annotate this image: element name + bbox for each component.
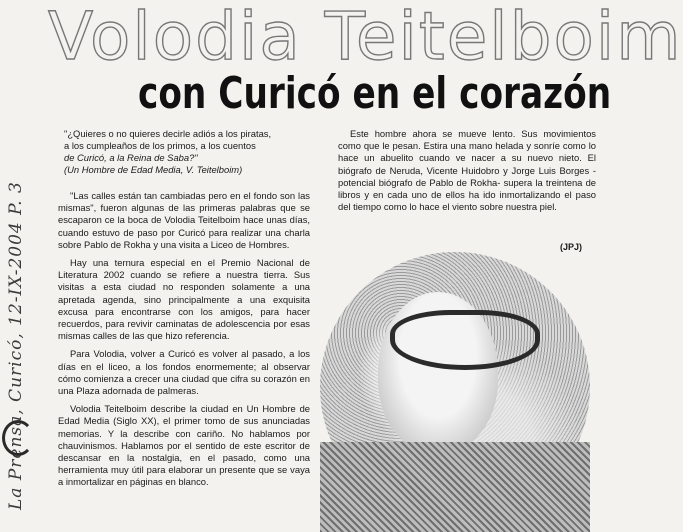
epigraph-line: "¿Quieres o no quieres decirle adiós a los piratas, bbox=[64, 128, 272, 139]
article-paragraph: Volodia Teitelboim describe la ciudad en Un Hombre de Edad Media (Siglo XX), el primer tomo de sus anunciadas memorias. Y la describe con cariño. No hablamos por chauvinismos. Hablamos por el sentido de este escritor de descansar en la nostalgia, en el pasado, como una herramienta muy útil para elaborar un presente que se vaya a inmortalizar en páginas en blanco. bbox=[58, 403, 310, 488]
article-paragraph: Hay una ternura especial en el Premio Nacional de Literatura 2002 cuando se refiere a nuestra tierra. Sus visitas a esta ciudad no responden solamente a una apretada agenda, sino principalmente a una exquisita excusa para encontrarse con los amigos, para hacer recuerdos, para revivir caminatas de adolescencia por esas mismas calles de las que hizo referencia. bbox=[58, 257, 310, 342]
portrait-glasses bbox=[390, 310, 540, 370]
article-paragraph: Para Volodia, volver a Curicó es volver al pasado, a los días en el liceo, a los fondos enormemente; al observar cómo comienza a crecer una ciudad que cifra su corazón en una Plaza adornada de palmeras. bbox=[58, 348, 310, 397]
right-column bbox=[338, 128, 596, 213]
margin-note-text: La Prensa, Curicó, 12-IX-2004 P. 3 bbox=[6, 181, 26, 510]
article-paragraph: "Las calles están tan cambiadas pero en el fondo son las mismas", fueron algunas de las primeras palabras que se escaparon ce la boca de Volodia Teitelboim hace unas días, cuando estuvo de paso por Curicó para realizar una charla sobre Pablo de Rokha y una visita a Liceo de Hombres. bbox=[58, 190, 310, 250]
author-signature: (JPJ) bbox=[560, 242, 583, 252]
epigraph-line: de Curicó, a la Reina de Saba?" bbox=[64, 152, 198, 163]
subheadline: con Curicó en el corazón bbox=[138, 68, 612, 119]
headline: Volodia Teitelboim bbox=[48, 0, 683, 75]
article-paragraph: Este hombre ahora se mueve lento. Sus movimientos como que le pesan. Estira una mano helada y sonríe como lo hace un abuelito cuando ve nacer a su nuevo nieto. El biógrafo de Neruda, Vicente Huidobro y Jorge Luis Borges -potencial biógrafo de Pablo de Rokha- supera la treintena de libros y en cada uno de ellos ha ido inmortalizando el paso del tiempo como lo hace el viento sobre nuestra piel. bbox=[338, 128, 596, 213]
epigraph bbox=[58, 128, 310, 176]
handwritten-margin-note bbox=[6, 120, 36, 520]
handwritten-curl-mark bbox=[2, 420, 34, 456]
epigraph-line: a los cumpleaños de los primos, a los cuentos bbox=[64, 140, 256, 151]
left-column bbox=[58, 128, 310, 495]
portrait-clothing bbox=[320, 442, 590, 532]
author-portrait-photo bbox=[320, 252, 590, 522]
epigraph-source: (Un Hombre de Edad Media, V. Teitelboim) bbox=[64, 164, 243, 175]
